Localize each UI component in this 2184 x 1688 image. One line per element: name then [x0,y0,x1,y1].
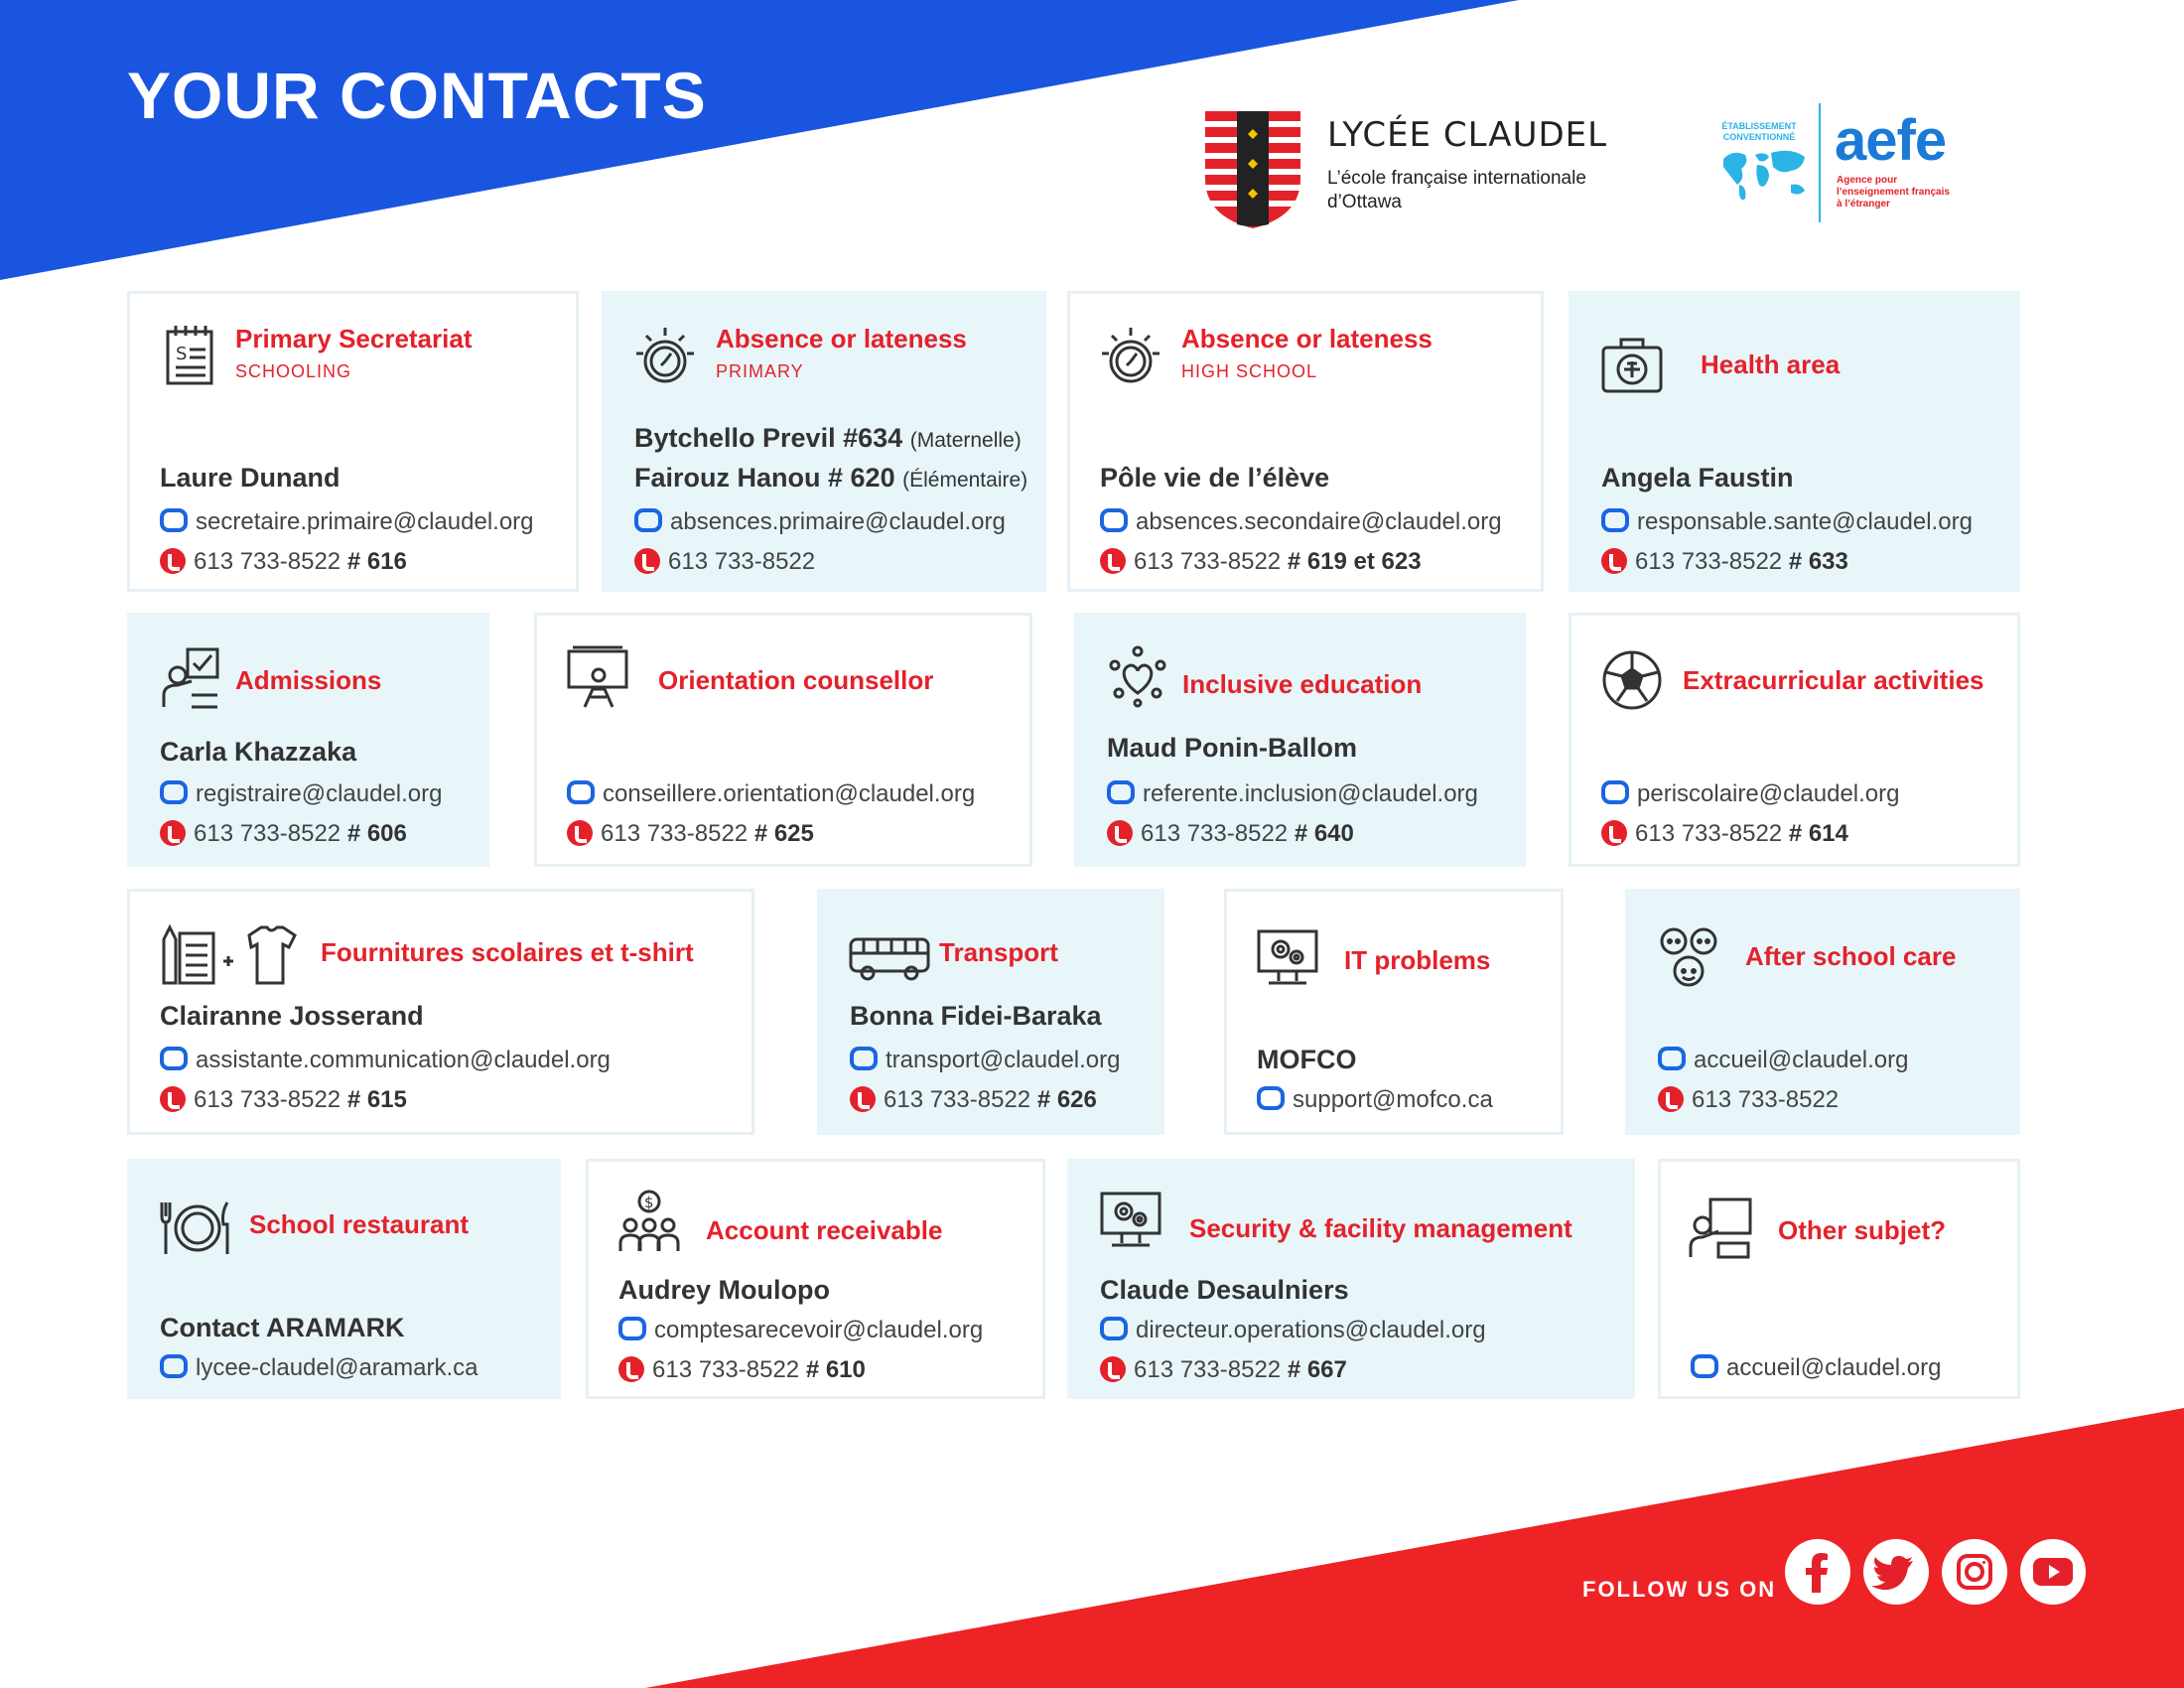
contact-name: Carla Khazzaka [160,737,357,767]
phone-row[interactable] [634,548,815,576]
email-icon [160,508,188,532]
facebook-link[interactable] [1785,1539,1850,1605]
contact-name-2 [634,463,1027,493]
email-link[interactable]: absences.primaire@claudel.org [670,508,1006,535]
svg-text:S: S [176,344,188,364]
phone-icon [160,820,186,846]
contact-note-2: (Élémentaire) [902,469,1028,492]
presentation-board-icon [565,645,630,711]
card-primary-secretariat [127,291,579,592]
email-icon [567,780,595,804]
phone-row[interactable] [850,1086,1097,1114]
phone-icon [160,1086,186,1112]
admissions-checklist-icon [158,645,223,711]
phone-row[interactable] [567,820,814,848]
phone-number[interactable]: 613 733-8522 [1635,548,1783,575]
phone-row[interactable] [1601,820,1848,848]
lycee-claudel-logo [1203,109,1620,233]
card-health-area [1569,291,2020,592]
card-title: Absence or lateness [716,324,967,353]
phone-extension: # 667 [1287,1356,1347,1383]
phone-icon [1601,820,1627,846]
phone-row[interactable] [160,1086,407,1114]
card-transport [817,889,1164,1135]
contact-name-2-text: Fairouz Hanou [634,463,821,492]
email-icon [850,1047,878,1070]
card-school-restaurant [127,1159,561,1399]
card-after-school-care [1625,889,2020,1135]
contact-ext-2: # 620 [828,463,895,492]
instagram-icon [1942,1539,2007,1605]
email-icon [634,508,662,532]
email-link[interactable]: absences.secondaire@claudel.org [1136,508,1502,535]
email-row[interactable] [1691,1354,1941,1382]
aefe-establishment-line1: ÉTABLISSEMENT [1721,121,1797,131]
email-link[interactable]: comptesarecevoir@claudel.org [654,1317,984,1343]
card-title: Fournitures scolaires et t-shirt [321,937,694,967]
phone-number[interactable]: 613 733-8522 [652,1356,800,1383]
card-title: Admissions [235,665,382,695]
email-row[interactable] [1601,508,1973,536]
email-link[interactable]: assistante.communication@claudel.org [196,1047,611,1073]
phone-icon [1107,820,1133,846]
email-icon [1601,780,1629,804]
document-icon [158,322,223,387]
phone-icon [1100,1356,1126,1382]
contact-name-1 [634,423,1022,454]
email-row[interactable] [1107,780,1478,808]
aefe-logo [1719,103,1978,227]
computer-settings-icon [1098,1190,1163,1255]
email-row[interactable] [1658,1047,1908,1074]
contact-name: Laure Dunand [160,463,341,492]
email-link[interactable]: secretaire.primaire@claudel.org [196,508,534,535]
card-title: Account receivable [706,1215,943,1245]
claudel-name: LYCÉE CLAUDEL [1327,115,1608,155]
phone-row[interactable] [1658,1086,1839,1114]
card-title: After school care [1745,941,1957,971]
email-icon [1601,508,1629,532]
phone-icon [634,548,660,574]
card-title: Extracurricular activities [1683,665,1984,695]
phone-extension: # 619 et 623 [1287,548,1422,575]
phone-icon [1100,548,1126,574]
page-title: YOUR CONTACTS [127,59,707,132]
plate-cutlery-icon [158,1196,231,1261]
phone-extension: # 614 [1788,820,1848,847]
phone-icon [1601,548,1627,574]
phone-number[interactable]: 613 733-8522 [194,820,341,847]
email-link[interactable]: directeur.operations@claudel.org [1136,1317,1486,1343]
email-link[interactable]: accueil@claudel.org [1726,1354,1942,1381]
contact-name: Clairanne Josserand [160,1001,424,1031]
email-row[interactable] [160,1047,611,1074]
phone-number[interactable]: 613 733-8522 [194,1086,341,1113]
phone-row[interactable] [618,1356,866,1384]
card-absence-primary [602,291,1046,592]
phone-row[interactable] [1100,1356,1347,1384]
email-icon [618,1317,646,1340]
card-title: Orientation counsellor [658,665,934,695]
card-extracurricular [1569,613,2020,867]
card-absence-high-school [1067,291,1544,592]
stopwatch-icon [1098,322,1163,387]
email-row[interactable] [160,1354,478,1382]
claudel-tagline-line2: d’Ottawa [1327,192,1402,212]
phone-extension: # 633 [1788,548,1848,575]
follow-us-label: FOLLOW US ON [1582,1577,1777,1602]
email-link[interactable]: registraire@claudel.org [196,780,443,807]
phone-extension: # 626 [1036,1086,1097,1113]
supplies-tshirt-icon [158,921,297,987]
email-row[interactable] [160,780,442,808]
email-link[interactable]: accueil@claudel.org [1694,1047,1909,1073]
card-title: Absence or lateness [1181,324,1433,353]
email-link[interactable]: lycee-claudel@aramark.ca [196,1354,478,1381]
facebook-icon [1785,1539,1850,1605]
card-supplies [127,889,754,1135]
soccer-ball-icon [1599,647,1665,713]
phone-extension: # 606 [346,820,407,847]
phone-number[interactable]: 613 733-8522 [601,820,749,847]
email-row[interactable] [634,508,1006,536]
phone-number[interactable]: 613 733-8522 [884,1086,1031,1113]
email-icon [1100,1317,1128,1340]
claudel-tagline [1327,167,1625,214]
contact-name: Bonna Fidei-Baraka [850,1001,1102,1031]
aefe-establishment-label [1719,121,1799,143]
aefe-separator [1819,103,1821,222]
phone-extension: # 640 [1294,820,1354,847]
email-link[interactable]: conseillere.orientation@claudel.org [603,780,976,807]
email-icon [1257,1086,1285,1110]
twitter-icon [1863,1539,1929,1605]
contact-name: Audrey Moulopo [618,1275,830,1305]
phone-row[interactable] [160,820,407,848]
card-other-subject [1658,1159,2020,1399]
phone-number[interactable]: 613 733-8522 [1134,548,1282,575]
aefe-subtitle [1837,175,1976,211]
card-orientation-counsellor [534,613,1032,867]
email-row[interactable] [567,780,975,808]
contact-name: Claude Desaulniers [1100,1275,1349,1305]
card-title: Inclusive education [1182,669,1423,699]
card-title: Other subjet? [1778,1215,1947,1245]
card-security-facility [1067,1159,1635,1399]
stopwatch-icon [632,322,698,387]
email-row[interactable] [850,1047,1120,1074]
heart-people-icon [1105,643,1170,709]
email-icon [1100,508,1128,532]
phone-extension: # 610 [805,1356,866,1383]
card-title: IT problems [1344,945,1491,975]
aefe-sub-line3: à l’étranger [1837,199,1890,210]
bus-icon [848,925,931,991]
email-row[interactable] [1100,1317,1486,1344]
phone-row[interactable] [1107,820,1354,848]
phone-row[interactable] [1601,548,1848,576]
phone-icon [618,1356,644,1382]
phone-number[interactable]: 613 733-8522 [1692,1086,1840,1113]
money-people-icon [616,1188,682,1253]
phone-number[interactable]: 613 733-8522 [1134,1356,1282,1383]
phone-row[interactable] [160,548,407,576]
email-link[interactable]: referente.inclusion@claudel.org [1143,780,1478,807]
instagram-link[interactable] [1942,1539,2007,1605]
question-board-icon [1689,1196,1754,1261]
email-link[interactable]: transport@claudel.org [886,1047,1121,1073]
claudel-shield-icon [1203,109,1302,230]
contact-ext-1: #634 [843,423,903,453]
contact-name: Pôle vie de l’élève [1100,463,1330,492]
contact-name: Contact ARAMARK [160,1313,405,1342]
phone-number[interactable]: 613 733-8522 [1141,820,1289,847]
email-row[interactable] [618,1317,983,1344]
card-subtitle: SCHOOLING [235,361,352,381]
phone-icon [160,548,186,574]
world-map-icon [1719,145,1811,205]
email-icon [160,1047,188,1070]
email-row[interactable] [1257,1086,1493,1114]
phone-extension: # 625 [753,820,814,847]
aefe-sub-line1: Agence pour [1837,175,1898,186]
email-row[interactable] [160,508,534,536]
card-subtitle: PRIMARY [716,361,804,381]
phone-icon [850,1086,876,1112]
card-title: School restaurant [249,1209,470,1239]
card-inclusive-education [1074,613,1526,867]
contact-name: MOFCO [1257,1045,1357,1074]
email-row[interactable] [1601,780,1900,808]
computer-settings-icon [1255,927,1320,993]
card-account-receivable [586,1159,1045,1399]
email-link[interactable]: periscolaire@claudel.org [1637,780,1900,807]
contact-note-1: (Maternelle) [909,429,1022,452]
phone-number[interactable]: 613 733-8522 [194,548,341,575]
phone-row[interactable] [1100,548,1422,576]
svg-text:$: $ [644,1194,654,1211]
first-aid-kit-icon [1599,332,1665,397]
contact-name: Angela Faustin [1601,463,1794,492]
email-icon [1107,780,1135,804]
card-subtitle: HIGH SCHOOL [1181,361,1318,381]
claudel-tagline-line1: L’école française internationale [1327,168,1586,189]
youtube-link[interactable] [2020,1539,2086,1605]
phone-extension: # 616 [346,548,407,575]
card-it-problems [1224,889,1564,1135]
email-icon [1691,1354,1718,1378]
phone-icon [567,820,593,846]
card-title: Health area [1701,350,1841,379]
card-title: Transport [939,937,1058,967]
phone-number[interactable]: 613 733-8522 [668,548,816,575]
email-link[interactable]: responsable.sante@claudel.org [1637,508,1973,535]
twitter-link[interactable] [1863,1539,1929,1605]
phone-extension: # 615 [346,1086,407,1113]
aefe-establishment-line2: CONVENTIONNÉ [1722,132,1796,142]
aefe-wordmark: aefe [1835,108,1947,173]
youtube-icon [2020,1539,2086,1605]
card-title: Primary Secretariat [235,324,473,353]
aefe-sub-line2: l’enseignement français [1837,187,1950,198]
email-icon [160,780,188,804]
contact-name: Maud Ponin-Ballom [1107,733,1357,763]
phone-icon [1658,1086,1684,1112]
email-link[interactable]: support@mofco.ca [1293,1086,1493,1113]
phone-number[interactable]: 613 733-8522 [1635,820,1783,847]
children-icon [1656,925,1721,991]
card-admissions [127,613,489,867]
email-icon [1658,1047,1686,1070]
email-icon [160,1354,188,1378]
contact-name-1-text: Bytchello Previl [634,423,836,453]
card-title: Security & facility management [1189,1213,1572,1243]
email-row[interactable] [1100,508,1502,536]
